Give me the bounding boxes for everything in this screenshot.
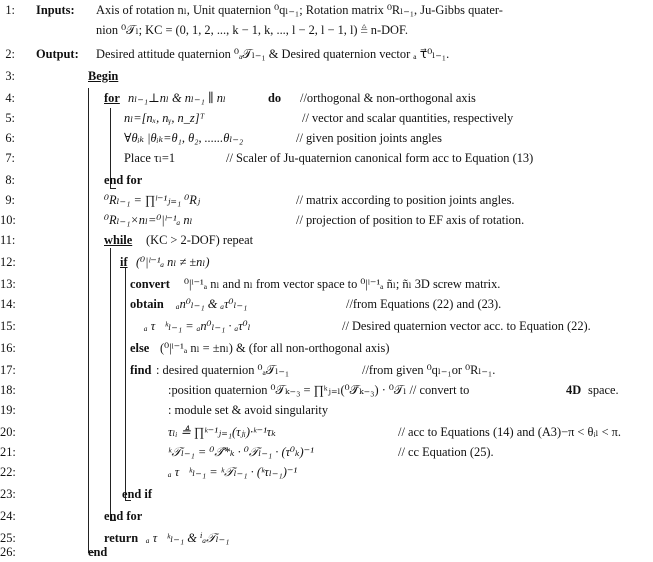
four-d-keyword: 4D (566, 383, 582, 397)
algorithm-line-26 (0, 542, 653, 562)
begin-keyword: Begin (88, 69, 119, 83)
algorithm-line-3 (0, 66, 653, 86)
line-expression: ⁰|ˡ⁻¹ₐ nₗ and nₗ from vector space to ⁰|ˡ⁻¹ₐ ñₗ; ñₗ 3D screw matrix. (184, 277, 501, 291)
line-comment: // vector and scalar quantities, respectively (302, 111, 514, 125)
algorithm-line-22 (0, 462, 653, 482)
line-number: 13: (0, 277, 16, 291)
end-keyword: end (88, 545, 108, 559)
algorithm-line-2 (0, 44, 653, 64)
for-keyword: for (104, 91, 120, 105)
while-condition: (KC > 2-DOF) repeat (146, 233, 254, 247)
algorithm-line-24 (0, 506, 653, 526)
line-expression: ᵏ𝒯ₗ₋₁ = ⁰𝒯̃*ₖ · ⁰𝒯ₗ₋₁ · (τ⁰ₖ)⁻¹ (168, 445, 314, 459)
line-comment: //from Equations (22) and (23). (346, 297, 502, 311)
line-number: 11: (0, 233, 16, 247)
algorithm-line-11 (0, 230, 653, 250)
algorithm-line-8 (0, 170, 653, 190)
line-number: 8: (5, 173, 15, 187)
algorithm-line-14 (0, 294, 653, 314)
line-number: 24: (0, 509, 16, 523)
output-keyword: Output: (36, 47, 79, 61)
algorithm-line-21 (0, 442, 653, 462)
line-expression: ₐ τ⃗ᵏₗ₋₁ = ᵏ𝒯ₗ₋₁ · (ᵏτₗ₋₁)⁻¹ (168, 465, 298, 479)
find-keyword: find (130, 363, 152, 377)
line-number: 4: (5, 91, 15, 105)
return-keyword: return (104, 531, 139, 545)
line-expression: ₐn⁰ₗ₋₁ & ₐτ⁰ₗ₋₁ (176, 297, 248, 311)
algorithm-line-15 (0, 316, 653, 336)
line-comment: // matrix according to position joints angles. (296, 193, 515, 207)
algorithm-line-16 (0, 338, 653, 358)
line-number: 2: (5, 47, 15, 61)
line-comment: // cc Equation (25). (398, 445, 494, 459)
line-number: 10: (0, 213, 16, 227)
line-comment: // acc to Equations (14) and (A3)−π < θᵢₗ < π. (398, 425, 622, 439)
if-condition: (⁰|ˡ⁻¹ₐ nₗ ≠ ±nₗ) (136, 255, 210, 269)
do-keyword: do (268, 91, 282, 105)
line-comment: // Desired quaternion vector acc. to Equation (22). (342, 319, 591, 333)
line-comment: // given position joints angles (296, 131, 442, 145)
line-number: 26: (0, 545, 16, 559)
else-condition: (⁰|ˡ⁻¹ₐ nₗ = ±nₗ) & (for all non-orthogonal axis) (160, 341, 390, 355)
line-expression-tail: space. (588, 383, 619, 397)
while-keyword: while (104, 233, 133, 247)
line-number: 9: (5, 193, 15, 207)
algorithm-line-18 (0, 380, 653, 400)
line-number: 21: (0, 445, 16, 459)
line-expression: nₗ=[nₓ, nᵧ, n_z]ᵀ (124, 111, 205, 125)
line-number: 18: (0, 383, 16, 397)
line-number: 6: (5, 131, 15, 145)
end-if-keyword: end if (122, 487, 152, 501)
algorithm-line-19 (0, 400, 653, 420)
algorithm-line-23 (0, 484, 653, 504)
line-expression: τₗᵢ ≜ ∏ᵏ⁻¹ⱼ₌₁(τⱼᵢ)·ᵏ⁻¹τₖ (168, 425, 276, 439)
algorithm-line-5 (0, 108, 653, 128)
line-number: 17: (0, 363, 16, 377)
algorithm-line-9 (0, 190, 653, 210)
line-number: 20: (0, 425, 16, 439)
algorithm-line-13 (0, 274, 653, 294)
line-number: 5: (5, 111, 15, 125)
line-expression: :position quaternion ⁰𝒯ₖ₋₃ = ∏ᵏⱼ₌ₗ(⁰𝒯̃ₖ₋₃) · ⁰𝒯ₗ // convert to (168, 383, 470, 397)
output-text: Desired attitude quaternion ⁰ₐ𝒯ₗ₋₁ & Desired quaternion vector ₐ τ⃗⁰ₗ₋₁. (96, 47, 450, 61)
else-keyword: else (130, 341, 150, 355)
line-expression: ⁰Rₗ₋₁×nₗ=⁰|ˡ⁻¹ₐ nₗ (104, 213, 193, 227)
algorithm-line-12 (0, 252, 653, 272)
line-expression: ₐ τ⃗ᵏₗ₋₁ = ₐn⁰ₗ₋₁ · ₐτ⁰ₗ (144, 319, 251, 333)
line-comment: //orthogonal & non-orthogonal axis (300, 91, 476, 105)
line-number: 22: (0, 465, 16, 479)
if-keyword: if (120, 255, 128, 269)
algorithm-line-1-continued (0, 20, 653, 40)
line-number: 19: (0, 403, 16, 417)
line-number: 1: (5, 3, 15, 17)
algorithm-line-20 (0, 422, 653, 442)
algorithm-line-1 (0, 0, 653, 20)
for-condition: nₗ₋₁⊥nₗ & nₗ₋₁ ∥ nₗ (128, 91, 226, 105)
algorithm-line-6 (0, 128, 653, 148)
line-number: 14: (0, 297, 16, 311)
algorithm-line-7 (0, 148, 653, 168)
end-for-keyword: end for (104, 173, 143, 187)
line-number: 25: (0, 531, 16, 545)
algorithm-line-4 (0, 88, 653, 108)
line-expression: ∀θᵢₖ |θᵢₖ=θ₁, θ₂, ......θₗ₋₂ (124, 131, 244, 145)
convert-keyword: convert (130, 277, 170, 291)
line-expression: ⁰Rₗ₋₁ = ∏ˡ⁻¹ⱼ₌₁ ⁰Rⱼ (104, 193, 201, 207)
return-expression: ₐ τ⃗ᵏₗ₋₁ & ⁱₐ𝒯ₗ₋₁ (146, 531, 230, 545)
line-number: 7: (5, 151, 15, 165)
obtain-keyword: obtain (130, 297, 164, 311)
line-number: 23: (0, 487, 16, 501)
line-number: 15: (0, 319, 16, 333)
inputs-text-continued: nion ⁰𝒯ₗ; KC = (0, 1, 2, ..., k − 1, k, ..., l − 2, l − 1, l) ≜ n-DOF. (96, 23, 408, 37)
line-expression: : desired quaternion ⁰ₐ𝒯ₗ₋₁ (156, 363, 290, 377)
inputs-text: Axis of rotation nₗ, Unit quaternion ⁰qₗ₋₁; Rotation matrix ⁰Rₗ₋₁, Ju-Gibbs quater- (96, 3, 503, 17)
inputs-keyword: Inputs: (36, 3, 75, 17)
line-comment: // projection of position to EF axis of rotation. (296, 213, 525, 227)
line-number: 3: (5, 69, 15, 83)
line-comment: // Scaler of Ju-quaternion canonical form acc to Equation (13) (226, 151, 534, 165)
line-number: 12: (0, 255, 16, 269)
algorithm-line-17 (0, 360, 653, 380)
line-expression: : module set & avoid singularity (168, 403, 329, 417)
line-comment: //from given ⁰qₗ₋₁or ⁰Rₗ₋₁. (362, 363, 496, 377)
line-number: 16: (0, 341, 16, 355)
end-for-keyword: end for (104, 509, 143, 523)
algorithm-line-10 (0, 210, 653, 230)
line-expression: Place τₗ=1 (124, 151, 176, 165)
